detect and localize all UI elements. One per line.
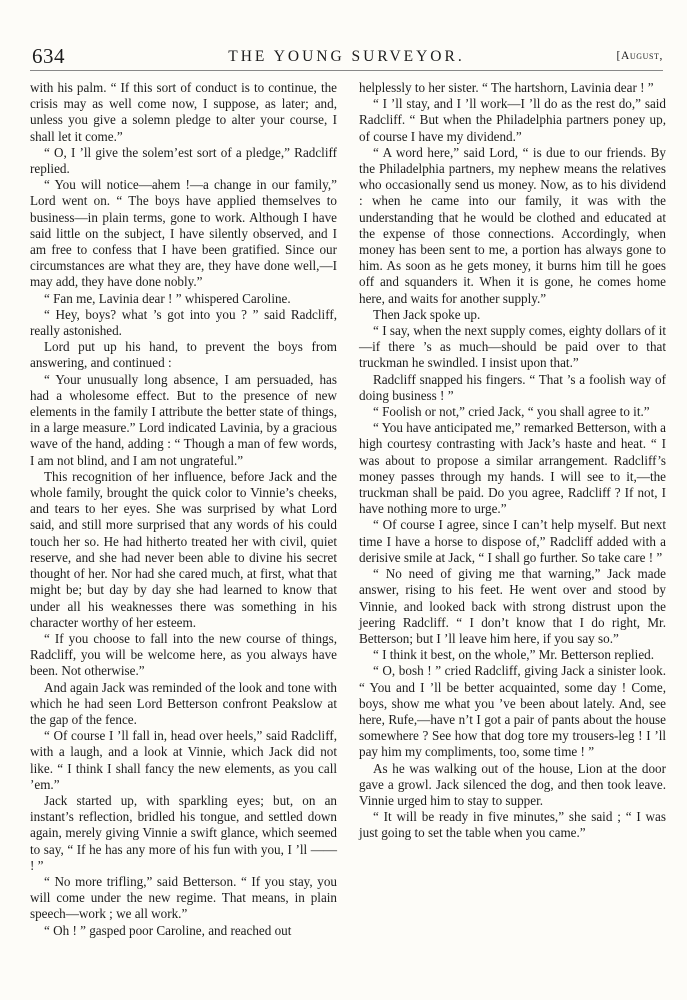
paragraph: “ Your unusually long absence, I am persuaded, has had a wholesome effect. But to the presence of new elements in the family I attribute the better state of things, in a large measure.” Lord indicated Lavinia, by a gracious wave of the hand, adding : “ Though a man of few words, I am not blind, and I am not ungrateful.” bbox=[30, 371, 337, 468]
paragraph: “ Foolish or not,” cried Jack, “ you shall agree to it.” bbox=[373, 404, 650, 420]
page-number: 634 bbox=[32, 44, 65, 68]
paragraph: “ I say, when the next supply comes, eighty dollars of it—if there ’s as much—should be paid over to that truckman he swindled. I insist upon that.” bbox=[359, 323, 666, 371]
paragraph: “ Of course I agree, since I can’t help myself. But next time I have a horse to dispose of,” Radcliff added with a derisive smile at Jack, “ I shall go further. So take care ! ” bbox=[359, 517, 666, 565]
paragraph: “ If you choose to fall into the new course of things, Radcliff, you will be welcome here, as you always have been. Not otherwise.” bbox=[30, 630, 337, 679]
paragraph: Radcliff snapped his fingers. “ That ’s a foolish way of doing business ! ” bbox=[359, 371, 666, 403]
paragraph: “ Of course I ’ll fall in, head over heels,” said Radcliff, with a laugh, and a look at Vinnie, which Jack did not like. “ I think I shall fancy the new elements, as you call ’em.” bbox=[30, 728, 337, 792]
paragraph: Lord put up his hand, to prevent the boys from answering, and continued : bbox=[30, 339, 337, 371]
body-columns bbox=[30, 80, 666, 939]
paragraph: “ O, bosh ! ” cried Radcliff, giving Jack a sinister look. “ You and I ’ll be better acquainted, some day ! Come, boys, show me what you ’ve been about lately. And, see here, Rufe,—have n’t I got a pair of pants about the house somewhere ? See how that dog tore my trousers-leg ! I ’ll pay him my compliments, too, some time ! ” bbox=[359, 663, 666, 760]
paragraph: “ O, I ’ll give the solem’est sort of a pledge,” Radcliff replied. bbox=[30, 144, 337, 177]
paragraph: As he was walking out of the house, Lion at the door gave a growl. Jack silenced the dog, and then took leave. Vinnie urged him to stay to supper. bbox=[359, 760, 666, 808]
paragraph: with his palm. “ If this sort of conduct is to continue, the crisis may as well come now, I suppose, as later; and, unless you give a solemn pledge to alter your course, I shall let it come.” bbox=[30, 80, 337, 144]
paragraph: “ No more trifling,” said Betterson. “ If you stay, you will come under the new regime. That means, in plain speech—work ; we all work.” bbox=[30, 873, 337, 922]
issue-month: [August, bbox=[616, 50, 663, 62]
paragraph: Jack started up, with sparkling eyes; but, on an instant’s reflection, bridled his tongue, and settled down again, merely giving Vinnie a swift glance, which seemed to say, “ If he has any more of his fun with you, I ’ll —— ! ” bbox=[30, 792, 337, 873]
left-column bbox=[30, 80, 337, 939]
paragraph: “ You have anticipated me,” remarked Betterson, with a high courtesy contrasting with Jack’s haste and heat. “ I was about to propose a similar arrangement. Radcliff’s money passes through my hands. I will see to it,—the truckman shall be paid. Do you agree, Radcliff ? If not, I have nothing more to urge.” bbox=[359, 420, 667, 517]
paragraph: “ I think it best, on the whole,” Mr. Betterson replied. bbox=[373, 647, 655, 663]
paragraph: “ No need of giving me that warning,” Jack made answer, rising to his feet. He went over and stood by Vinnie, and looked back with strong distrust upon the jeering Radcliff. “ I don’t know that I do right, Mr. Betterson; but I ’ll leave him here, if you say so.” bbox=[359, 566, 666, 646]
right-column bbox=[359, 80, 666, 939]
running-head: THE YOUNG SURVEYOR. bbox=[228, 48, 465, 65]
page-header bbox=[30, 44, 663, 70]
paragraph: “ You will notice—ahem !—a change in our family,” Lord went on. “ The boys have applied themselves to business—in plain terms, gone to work. Although I have said little on the subject, I have silently observed, and I am free to confess that I have been gratified. Since our circumstances are what they are, they have done well,—I may add, they have done nobly.” bbox=[30, 177, 337, 290]
paragraph: helplessly to her sister. “ The hartshorn, Lavinia dear ! ” bbox=[359, 80, 654, 95]
paragraph: “ Hey, boys? what ’s got into you ? ” said Radcliff, really astonished. bbox=[30, 306, 337, 339]
paragraph: “ It will be ready in five minutes,” she said ; “ I was just going to set the table when you came.” bbox=[359, 809, 666, 841]
paragraph: “ Oh ! ” gasped poor Caroline, and reached out bbox=[44, 922, 292, 938]
paragraph: And again Jack was reminded of the look and tone with which he had seen Lord Betterson confront Peakslow at the gap of the fence. bbox=[30, 679, 337, 727]
paragraph: “ Fan me, Lavinia dear ! ” whispered Caroline. bbox=[44, 290, 291, 306]
paragraph: Then Jack spoke up. bbox=[373, 306, 481, 322]
paragraph: “ A word here,” said Lord, “ is due to our friends. By the Philadelphia partners, my nephew means the relatives who occasionally send us money. Now, as to his dividend : when he came into our family, it was with the understanding that he would be clothed and educated at the expense of those connections. Accordingly, when money has been sent to me, a portion has always gone to him. As soon as he gets money, it burns him till he goes off and squanders it. When it is gone, he comes home here, and waits for another supply.” bbox=[359, 144, 666, 306]
header-rule bbox=[30, 70, 663, 71]
paragraph: “ I ’ll stay, and I ’ll work—I ’ll do as the rest do,” said Radcliff. “ But when the Philadelphia partners poney up, of course I have my dividend.” bbox=[359, 96, 666, 144]
paragraph: This recognition of her influence, before Jack and the whole family, brought the quick color to Vinnie’s cheeks, and tears to her eyes. She was surprised by what Lord said, and still more surprised that any words of his could touch her so. He had hitherto treated her with civil, quiet reserve, and she had never been able to divine his secret thought of her. Nor had she cared much, at first, what that might be; but day by day she had learned to know that under all his weaknesses there was something in his character worthy of her esteem. bbox=[30, 468, 337, 630]
